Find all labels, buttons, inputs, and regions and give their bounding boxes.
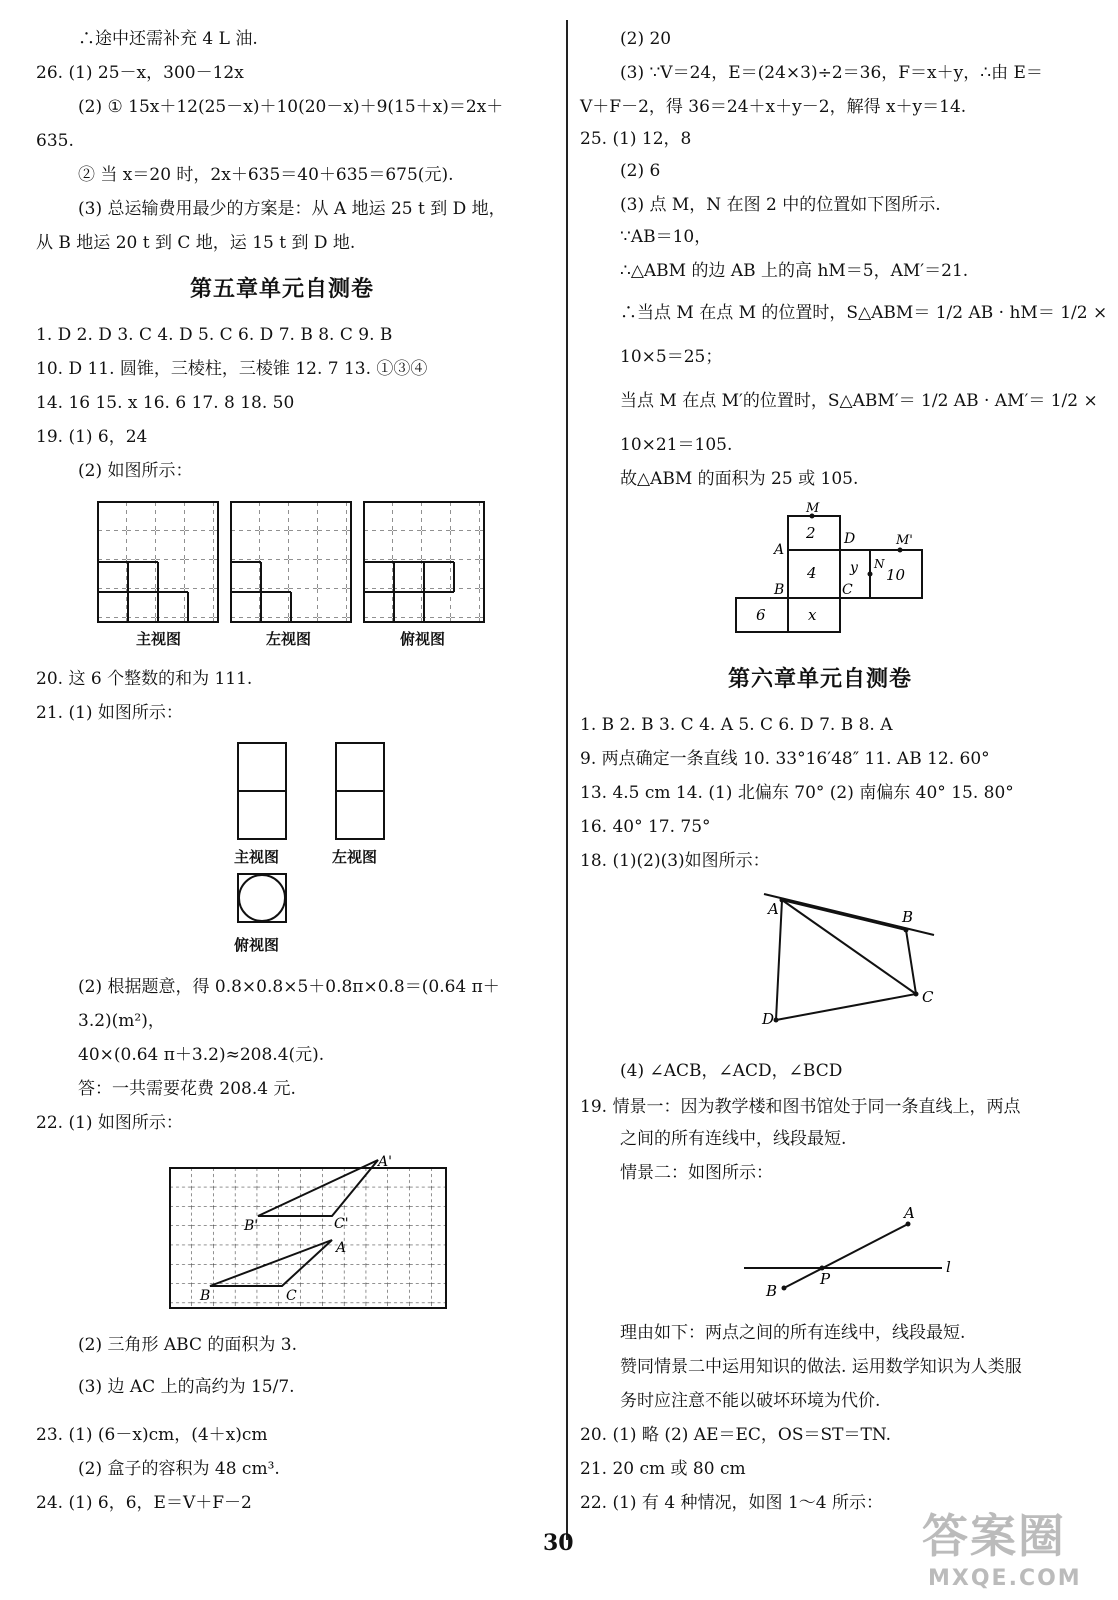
view-caption: 左视图 (266, 630, 312, 648)
net-label: B (774, 582, 785, 598)
vertex-label: A (768, 900, 779, 918)
text-line: 25. (1) 12，8 (580, 129, 692, 149)
watermark-url: MXQE.COM (928, 1566, 1082, 1591)
text-line: 之间的所有连线中，线段最短. (620, 1129, 847, 1149)
text-line: ∴当点 M 在点 M 的位置时，S△ABM＝ 1/2 AB · hM＝ 1/2 × (620, 303, 1108, 323)
text-line: 务时应注意不能以破坏环境为代价. (620, 1391, 881, 1411)
answer-line: 1. D 2. D 3. C 4. D 5. C 6. D 7. B 8. C 9. B (36, 325, 393, 345)
text-line: 21. (1) 如图所示： (36, 703, 183, 723)
answer-line: 10. D 11. 圆锥，三棱柱，三棱锥 12. 7 13. ①③④ (36, 359, 428, 379)
answer-line: (2) 如图所示： (78, 461, 193, 481)
text-line: 22. (1) 有 4 种情况，如图 1～4 所示： (580, 1493, 883, 1513)
text-line: 当点 M 在点 M′的位置时，S△ABM′＝ 1/2 AB · AM′＝ 1/2 × (620, 391, 1098, 411)
chapter6-heading: 第六章单元自测卷 (728, 666, 913, 692)
text-line: 10×21＝105. (620, 435, 733, 455)
answer-line: 13. 4.5 cm 14. (1) 北偏东 70° (2) 南偏东 40° 15. 80° (580, 783, 1014, 803)
text-line: (2) ① 15x＋12(25－x)＋10(20－x)＋9(15＋x)＝2x＋ (78, 97, 504, 117)
net-label: 2 (806, 524, 816, 542)
text-line: (2) 6 (620, 161, 661, 181)
text-line: 故△ABM 的面积为 25 或 105. (620, 469, 859, 489)
text-line: V＋F－2，得 36＝24＋x＋y－2，解得 x＋y＝14. (580, 97, 967, 117)
answer-line: 14. 16 15. x 16. 6 17. 8 18. 50 (36, 393, 295, 413)
text-line: ∵AB＝10， (620, 227, 712, 247)
text-line: 21. 20 cm 或 80 cm (580, 1459, 746, 1479)
vertex-label: C (922, 988, 934, 1006)
view-caption: 俯视图 (400, 630, 446, 648)
answer-line: 19. (1) 6，24 (36, 427, 148, 447)
text-line: (3) ∵V＝24，E＝(24×3)÷2＝36，F＝x＋y，∴由 E＝ (620, 63, 1043, 83)
text-line: (3) 总运输费用最少的方案是：从 A 地运 25 t 到 D 地， (78, 199, 506, 219)
text-line: ∴△ABM 的边 AB 上的高 hM＝5，AM′＝21. (620, 261, 969, 281)
line-label: l (946, 1258, 951, 1276)
text-line: ② 当 x＝20 时，2x＋635＝40＋635＝675(元). (78, 165, 454, 185)
text-line: 20. 这 6 个整数的和为 111. (36, 669, 253, 689)
text-line: (4) ∠ACB，∠ACD，∠BCD (620, 1061, 843, 1081)
vertex-label: C' (334, 1216, 349, 1232)
text-line: (2) 20 (620, 29, 672, 49)
net-label: D (844, 531, 856, 547)
point-label: P (820, 1270, 831, 1288)
text-line: 40×(0.64 π＋3.2)≈208.4(元). (78, 1045, 325, 1065)
text-line: 26. (1) 25－x，300－12x (36, 63, 244, 83)
watermark-text: 答案圈 (922, 1509, 1066, 1563)
view-caption: 主视图 (136, 630, 182, 648)
text-line: 从 B 地运 20 t 到 C 地，运 15 t 到 D 地. (36, 233, 356, 253)
view-caption: 俯视图 (234, 936, 280, 954)
answer-line: 16. 40° 17. 75° (580, 817, 711, 837)
column-divider (566, 20, 568, 1540)
vertex-label: B (902, 908, 914, 926)
point-label: A (904, 1204, 915, 1222)
net-label: x (808, 606, 817, 624)
net-label: M' (896, 533, 913, 548)
text-line: 19. 情景一：因为教学楼和图书馆处于同一条直线上，两点 (580, 1097, 1021, 1117)
text-line: 理由如下：两点之间的所有连线中，线段最短. (620, 1323, 966, 1343)
point-label: B (766, 1282, 778, 1300)
text-line: 3.2)(m²)， (78, 1011, 165, 1031)
vertex-label: A (336, 1240, 347, 1256)
view-caption: 左视图 (332, 848, 378, 866)
vertex-label: B (200, 1288, 211, 1304)
text-line: 24. (1) 6，6，E＝V＋F－2 (36, 1493, 252, 1513)
watermark-logo (922, 1500, 1082, 1591)
text-line: ∴途中还需补充 4 L 油. (78, 29, 258, 49)
chapter5-heading: 第五章单元自测卷 (190, 276, 375, 302)
text-line: 635. (36, 131, 74, 151)
vertex-label: A' (378, 1154, 392, 1170)
net-label: 6 (756, 606, 766, 624)
answer-line: 1. B 2. B 3. C 4. A 5. C 6. D 7. B 8. A (580, 715, 893, 735)
net-label: A (774, 542, 785, 558)
answer-line: 9. 两点确定一条直线 10. 33°16′48″ 11. AB 12. 60° (580, 749, 990, 769)
text-line: 23. (1) (6－x)cm，(4＋x)cm (36, 1425, 268, 1445)
text-line: 答：一共需要花费 208.4 元. (78, 1079, 296, 1099)
text-line: 10×5＝25； (620, 347, 723, 367)
text-line: (2) 三角形 ABC 的面积为 3. (78, 1335, 298, 1355)
vertex-label: D (762, 1010, 775, 1028)
page-number: 30 (543, 1530, 574, 1556)
text-line: 赞同情景二中运用知识的做法. 运用数学知识为人类服 (620, 1357, 1022, 1377)
net-label: 10 (886, 566, 906, 584)
net-label: C (842, 582, 853, 598)
text-line: (2) 根据题意，得 0.8×0.8×5＋0.8π×0.8＝(0.64 π＋ (78, 977, 500, 997)
answer-line: 18. (1)(2)(3)如图所示： (580, 851, 770, 871)
text-line: (3) 点 M，N 在图 2 中的位置如下图所示. (620, 195, 941, 215)
text-line: (3) 边 AC 上的高约为 15/7. (78, 1377, 295, 1397)
net-label: M (806, 501, 820, 516)
text-line: 22. (1) 如图所示： (36, 1113, 183, 1133)
text-line: 20. (1) 略 (2) AE＝EC，OS＝ST＝TN. (580, 1425, 892, 1445)
vertex-label: B' (244, 1218, 259, 1234)
net-label: y (850, 560, 858, 576)
vertex-label: C (286, 1288, 297, 1304)
net-label: N (874, 557, 885, 571)
text-line: (2) 盒子的容积为 48 cm³. (78, 1459, 280, 1479)
text-line: 情景二：如图所示： (620, 1163, 773, 1183)
view-caption: 主视图 (234, 848, 280, 866)
net-label: 4 (807, 564, 817, 582)
